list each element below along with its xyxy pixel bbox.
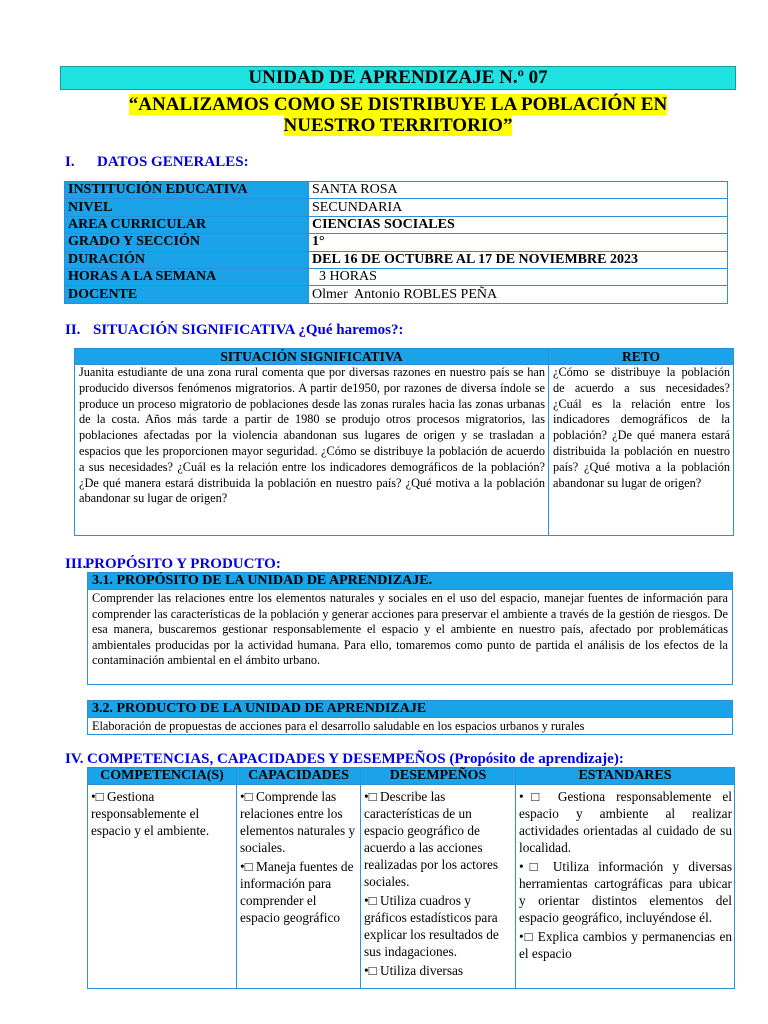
row-key: DOCENTE xyxy=(65,286,309,303)
capacidades-header: CAPACIDADES xyxy=(237,768,361,785)
section-4-title: COMPETENCIAS, CAPACIDADES Y DESEMPEÑOS (Propósito de aprendizaje): xyxy=(87,751,624,767)
capacidades-cell xyxy=(237,785,361,989)
section-1-heading xyxy=(65,153,249,171)
row-key: NIVEL xyxy=(65,199,309,216)
purpose-text: Comprender las relaciones entre los elementos naturales y sociales en el uso del espacio, manejar fuentes de información para comprender las características de la población y generar acciones para preservar el ambiente a través de la gestión de riesgos. De esa manera, buscaremos gestionar responsablemente el espacio y el ambiente en nuestro país, afectado por problemáticas ambientales producidas por la actividad humana. Para ello, tomaremos como punto de partida el análisis de los efectos de la contaminación ambiental en el ámbito urbano. xyxy=(87,589,733,685)
situacion-text: Juanita estudiante de una zona rural comenta que por diversas razones en nuestro país se han producido diversos fenómenos migratorios. A partir de1950, por razones de diversa índole se produce un proceso migratorio de poblaciones desde las zonas rurales hacia las zonas urbanas de la costa. Años más tarde a partir de 1980 se produjo otros procesos migratorios, las poblaciones afectadas por la violencia abandonan sus lugares de origen y se trasladan a espacios que les proporcionen mayor seguridad. ¿Cómo se distribuye la población de acuerdo a sus necesidades? ¿Cuál es la relación entre los indicadores demográficos de la población? ¿De qué manera estará distribuida la población en nuestro país? ¿Qué motiva a la población abandonar su lugar de origen? xyxy=(75,365,549,536)
situacion-header: SITUACIÓN SIGNIFICATIVA xyxy=(75,349,549,365)
competencia-item: •□ Gestiona responsablemente el espacio y el ambiente. xyxy=(91,789,210,838)
row-value: CIENCIAS SOCIALES xyxy=(309,216,728,233)
row-value: DEL 16 DE OCTUBRE AL 17 DE NOVIEMBRE 2023 xyxy=(309,251,728,268)
competencia-cell xyxy=(88,785,237,989)
row-value: SANTA ROSA xyxy=(309,182,728,199)
reto-header: RETO xyxy=(549,349,734,365)
estandar-item: •□ Utiliza información y diversas herramientas cartográficas para ubicar y orientar distintos elementos del espacio geográfico, incluyéndose él. xyxy=(519,859,732,925)
general-data-table xyxy=(64,181,728,304)
table-row xyxy=(65,234,728,251)
title-line-2: NUESTRO TERRITORIO” xyxy=(283,115,513,136)
product-title: 3.2. PRODUCTO DE LA UNIDAD DE APRENDIZAJE xyxy=(87,700,733,718)
row-value: SECUNDARIA xyxy=(309,199,728,216)
row-key: DURACIÓN xyxy=(65,251,309,268)
unit-main-title xyxy=(60,94,736,136)
section-4-number: IV. xyxy=(65,751,84,767)
row-value: 1° xyxy=(309,234,728,251)
product-text: Elaboración de propuestas de acciones para el desarrollo saludable en los espacios urbanos y rurales xyxy=(87,717,733,735)
row-key: AREA CURRICULAR xyxy=(65,216,309,233)
table-row xyxy=(65,182,728,199)
section-3-title: PROPÓSITO Y PRODUCTO: xyxy=(85,556,281,572)
desempenos-cell xyxy=(361,785,516,989)
section-4-heading xyxy=(65,750,624,768)
table-row xyxy=(65,251,728,268)
unit-number-title: UNIDAD DE APRENDIZAJE N.º 07 xyxy=(248,67,548,88)
estandar-item: •□ Gestiona responsablemente el espacio y ambiente al realizar actividades orientadas al cuidado de su localidad. xyxy=(519,789,732,855)
table-row xyxy=(65,268,728,285)
row-key: GRADO Y SECCIÓN xyxy=(65,234,309,251)
purpose-title: 3.1. PROPÓSITO DE LA UNIDAD DE APRENDIZAJE. xyxy=(87,572,733,590)
estandares-cell xyxy=(516,785,735,989)
table-row xyxy=(65,216,728,233)
competencies-table xyxy=(87,767,735,989)
capacidad-item: •□ Comprende las relaciones entre los elementos naturales y sociales. xyxy=(240,789,356,855)
section-1-title: DATOS GENERALES: xyxy=(97,154,249,170)
table-row xyxy=(75,365,734,536)
row-key: HORAS A LA SEMANA xyxy=(65,268,309,285)
desempeno-item: •□ Utiliza cuadros y gráficos estadísticos para explicar los resultados de sus indagaciones. xyxy=(364,893,499,959)
title-line-1: “ANALIZAMOS COMO SE DISTRIBUYE LA POBLACIÓN EN xyxy=(128,94,668,115)
desempenos-header: DESEMPEÑOS xyxy=(361,768,516,785)
capacidad-item: •□ Maneja fuentes de información para comprender el espacio geográfico xyxy=(240,859,354,925)
desempeno-item: •□ Describe las características de un espacio geográfico de acuerdo a las acciones realizadas por los actores sociales. xyxy=(364,789,499,889)
section-3-number: III. xyxy=(65,556,87,572)
row-value: Olmer Antonio ROBLES PEÑA xyxy=(309,286,728,303)
table-header-row xyxy=(75,349,734,365)
section-2-title: SITUACIÓN SIGNIFICATIVA ¿Qué haremos?: xyxy=(93,322,404,338)
desempeno-item: •□ Utiliza diversas xyxy=(364,963,464,978)
section-2-heading xyxy=(65,321,403,339)
estandares-header: ESTANDARES xyxy=(516,768,735,785)
section-3-heading xyxy=(65,555,281,573)
section-1-number: I. xyxy=(65,154,75,170)
table-row xyxy=(88,785,735,989)
row-value: 3 HORAS xyxy=(309,268,728,285)
competencia-header: COMPETENCIA(S) xyxy=(88,768,237,785)
estandar-item: •□ Explica cambios y permanencias en el espacio xyxy=(519,929,732,961)
table-row xyxy=(65,199,728,216)
row-key: INSTITUCIÓN EDUCATIVA xyxy=(65,182,309,199)
reto-text: ¿Cómo se distribuye la población de acuerdo a sus necesidades? ¿Cuál es la relación entre los indicadores demográficos de la población? ¿De qué manera estará distribuida la población en nuestro país? ¿Qué motiva a la población abandonar su lugar de origen? xyxy=(549,365,734,536)
table-row xyxy=(65,286,728,303)
table-header-row xyxy=(88,768,735,785)
section-2-number: II. xyxy=(65,322,81,338)
significant-situation-table xyxy=(74,348,734,536)
